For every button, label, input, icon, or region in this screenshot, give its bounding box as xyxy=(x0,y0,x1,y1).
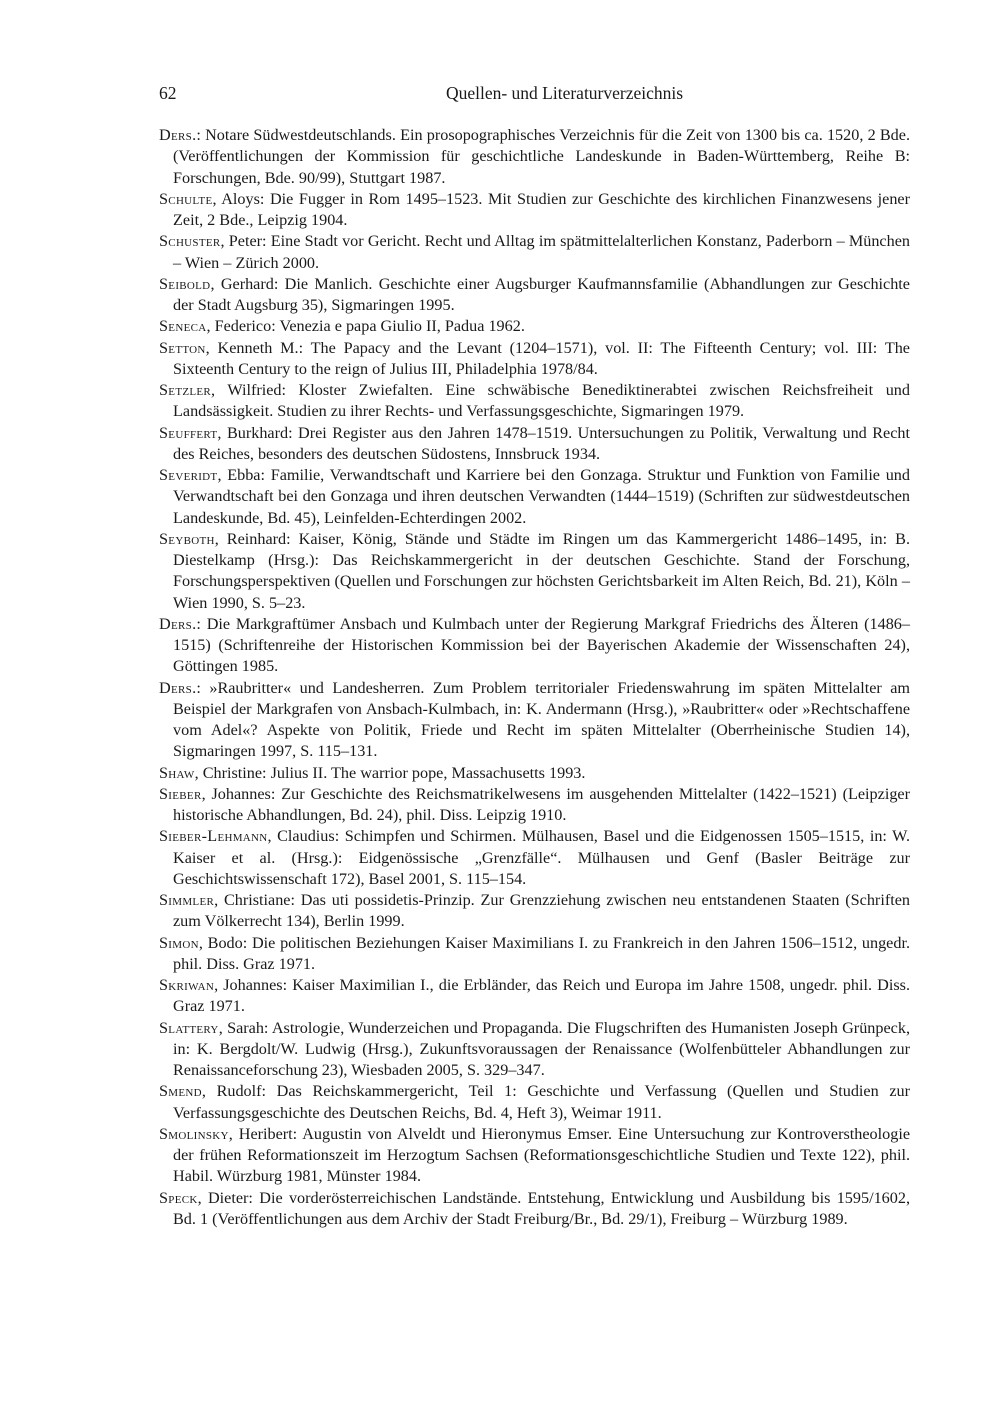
entry-text: , Johannes: Kaiser Maximilian I., die Erbländer, das Reich und Europa im Jahre 1508, ungedr. phil. Diss. Graz 1971. xyxy=(173,976,910,1016)
bibliography-entry xyxy=(159,1018,910,1082)
bibliography-entry xyxy=(159,316,910,337)
bibliography-entry xyxy=(159,1081,910,1124)
bibliography-entry xyxy=(159,380,910,423)
entry-author: Smolinsky xyxy=(159,1124,229,1143)
entry-author: Schulte xyxy=(159,189,213,208)
entry-text: , Gerhard: Die Manlich. Geschichte einer Augsburger Kaufmannsfamilie (Abhandlungen zur Geschichte der Stadt Augsburg 35), Sigmaringen 1995. xyxy=(173,274,910,314)
entry-text: , Sarah: Astrologie, Wunderzeichen und Propaganda. Die Flugschriften des Humanisten Joseph Grünpeck, in: K. Bergdolt/W. Ludwig (Hrsg.), Zukunftsvoraussagen der Renaissance (Wolfenbütteler Abhandlungen zur Renaissanceforschung 23), Wiesbaden 2005, S. 329–347. xyxy=(173,1018,910,1079)
entry-text: , Reinhard: Kaiser, König, Stände und Städte im Ringen um das Kammergericht 1486–1495, in: B. Diestelkamp (Hrsg.): Das Reichskammergericht in der deutschen Geschichte. Stand der Forschung, Forschungsperspektiven (Quellen und Forschungen zur höchsten Gerichtsbarkeit im Alten Reich, Bd. 21), Köln – Wien 1990, S. 5–23. xyxy=(173,529,910,612)
entry-text: : »Raubritter« und Landesherren. Zum Problem territorialer Friedenswahrung im späten Mittelalter am Beispiel der Markgrafen von Ansbach-Kulmbach, in: K. Andermann (Hrsg.), »Raubritter« oder »Rechtschaffene vom Adel«? Aspekte von Politik, Friede und Recht im späten Mittelalter (Oberrheinische Studien 14), Sigmaringen 1997, S. 115–131. xyxy=(173,678,910,761)
bibliography-entry xyxy=(159,189,910,232)
bibliography-entry xyxy=(159,933,910,976)
entry-author: Seyboth xyxy=(159,529,215,548)
entry-text: , Ebba: Familie, Verwandtschaft und Karriere bei den Gonzaga. Struktur und Funktion von Familie und Verwandtschaft bei den Gonzaga und ihren deutschen Verwandten (1444–1519) (Schriften zur südwestdeutschen Landeskunde, Bd. 45), Leinfelden-Echterdingen 2002. xyxy=(173,466,910,527)
entry-author: Simmler xyxy=(159,891,215,909)
bibliography-entry xyxy=(159,678,910,763)
entry-text: , Johannes: Zur Geschichte des Reichsmatrikelwesens im ausgehenden Mittelalter (1422–1521) (Leipziger historische Abhandlungen, Bd. 24), phil. Diss. Leipzig 1910. xyxy=(173,784,910,824)
entry-author: Seibold xyxy=(159,274,211,293)
bibliography-entry xyxy=(159,423,910,466)
entry-author: Setzler xyxy=(159,381,212,399)
running-title: Quellen- und Literaturverzeichnis xyxy=(445,83,684,103)
entry-author: Seuffert xyxy=(159,423,218,442)
entry-author: Simon xyxy=(159,933,199,952)
bibliography-entry xyxy=(159,231,910,274)
entry-author: Sieber xyxy=(159,784,202,803)
entry-author: Sieber-Lehmann xyxy=(159,827,268,846)
entry-author: Smend xyxy=(159,1082,202,1101)
page-number: 62 xyxy=(159,83,177,103)
bibliography-entry xyxy=(159,529,910,614)
entry-text: , Bodo: Die politischen Beziehungen Kaiser Maximilians I. zu Frankreich in den Jahren 1506–1512, ungedr. phil. Diss. Graz 1971. xyxy=(173,933,910,973)
entry-text: , Heribert: Augustin von Alveldt und Hieronymus Emser. Eine Untersuchung zur Kontroverstheologie der frühen Reformationszeit im Herzogtum Sachsen (Reformationsgeschichtliche Studien und Texte 122), phil. Habil. Würzburg 1981, Münster 1984. xyxy=(173,1124,910,1186)
entry-text: : Die Markgraftümer Ansbach und Kulmbach unter der Regierung Markgraf Friedrichs des Älteren (1486–1515) (Schriftenreihe der Historischen Kommission bei der Bayerischen Akademie der Wissenschaften 24), Göttingen 1985. xyxy=(173,614,910,676)
entry-author: Seneca xyxy=(159,317,207,336)
entry-text: , Christine: Julius II. The warrior pope, Massachusetts 1993. xyxy=(194,763,586,782)
entry-author: Schuster xyxy=(159,232,221,251)
entry-text: , Dieter: Die vorderösterreichischen Landstände. Entstehung, Entwicklung und Ausbildung bis 1595/1602, Bd. 1 (Veröffentlichungen aus dem Archiv der Stadt Freiburg/Br., Bd. 29/1), Freiburg – Würzburg 1989. xyxy=(173,1188,910,1228)
entry-author: Ders. xyxy=(159,678,197,697)
bibliography-list xyxy=(159,125,910,1230)
running-head xyxy=(159,80,910,106)
entry-text: , Christiane: Das uti possidetis-Prinzip. Zur Grenzziehung zwischen neu entstandenen Staaten (Schriften zum Völkerrecht 134), Berlin 1999. xyxy=(173,891,910,931)
bibliography-entry xyxy=(159,784,910,827)
entry-text: , Rudolf: Das Reichskammergericht, Teil 1: Geschichte und Verfassung (Quellen und Studien zur Verfassungsgeschichte des Deutschen Reichs, Bd. 4, Heft 3), Weimar 1911. xyxy=(173,1082,910,1122)
entry-author: Speck xyxy=(159,1188,198,1207)
entry-text: , Burkhard: Drei Register aus den Jahren 1478–1519. Untersuchungen zu Politik, Verwaltung und Recht des Reiches, besonders des deutschen Südostens, Innsbruck 1934. xyxy=(173,423,910,463)
entry-author: Slattery xyxy=(159,1018,219,1037)
entry-author: Ders. xyxy=(159,126,197,144)
bibliography-entry xyxy=(159,125,910,189)
entry-text: , Wilfried: Kloster Zwiefalten. Eine schwäbische Benediktinerabtei zwischen Reichsfreiheit und Landsässigkeit. Studien zu ihrer Rechts- und Verfassungsgeschichte, Sigmaringen 1979. xyxy=(173,381,910,421)
bibliography-entry xyxy=(159,614,910,678)
entry-author: Ders. xyxy=(159,614,197,633)
bibliography-entry xyxy=(159,1124,910,1188)
bibliography-entry xyxy=(159,890,910,933)
bibliography-entry xyxy=(159,1188,910,1231)
entry-text: , Kenneth M.: The Papacy and the Levant (1204–1571), vol. II: The Fifteenth Century; vol. III: The Sixteenth Century to the reign of Julius III, Philadelphia 1978/84. xyxy=(173,338,910,378)
entry-author: Setton xyxy=(159,338,206,357)
entry-author: Severidt xyxy=(159,466,218,484)
entry-author: Skriwan xyxy=(159,976,215,994)
entry-author: Shaw xyxy=(159,763,195,782)
entry-text: , Peter: Eine Stadt vor Gericht. Recht und Alltag im spätmittelalterlichen Konstanz, Paderborn – München – Wien – Zürich 2000. xyxy=(173,232,910,272)
bibliography-entry xyxy=(159,826,910,890)
entry-text: : Notare Südwestdeutschlands. Ein prosopographisches Verzeichnis für die Zeit von 1300 bis ca. 1520, 2 Bde. (Veröffentlichungen der Kommission für geschichtliche Landeskunde in Baden-Württemberg, Reihe B: Forschungen, Bde. 90/99), Stuttgart 1987. xyxy=(173,126,910,187)
entry-text: , Federico: Venezia e papa Giulio II, Padua 1962. xyxy=(206,317,525,336)
bibliography-entry xyxy=(159,465,910,529)
entry-text: , Claudius: Schimpfen und Schirmen. Mülhausen, Basel und die Eidgenossen 1505–1515, in: W. Kaiser et al. (Hrsg.): Eidgenössische „Grenzfälle“. Mülhausen und Genf (Basler Beiträge zur Geschichtswissenschaft 172), Basel 2001, S. 115–154. xyxy=(173,827,910,888)
bibliography-entry xyxy=(159,274,910,317)
bibliography-entry xyxy=(159,338,910,381)
bibliography-entry xyxy=(159,975,910,1018)
entry-text: , Aloys: Die Fugger in Rom 1495–1523. Mit Studien zur Geschichte des kirchlichen Finanzwesens jener Zeit, 2 Bde., Leipzig 1904. xyxy=(173,189,910,229)
bibliography-entry xyxy=(159,763,910,784)
